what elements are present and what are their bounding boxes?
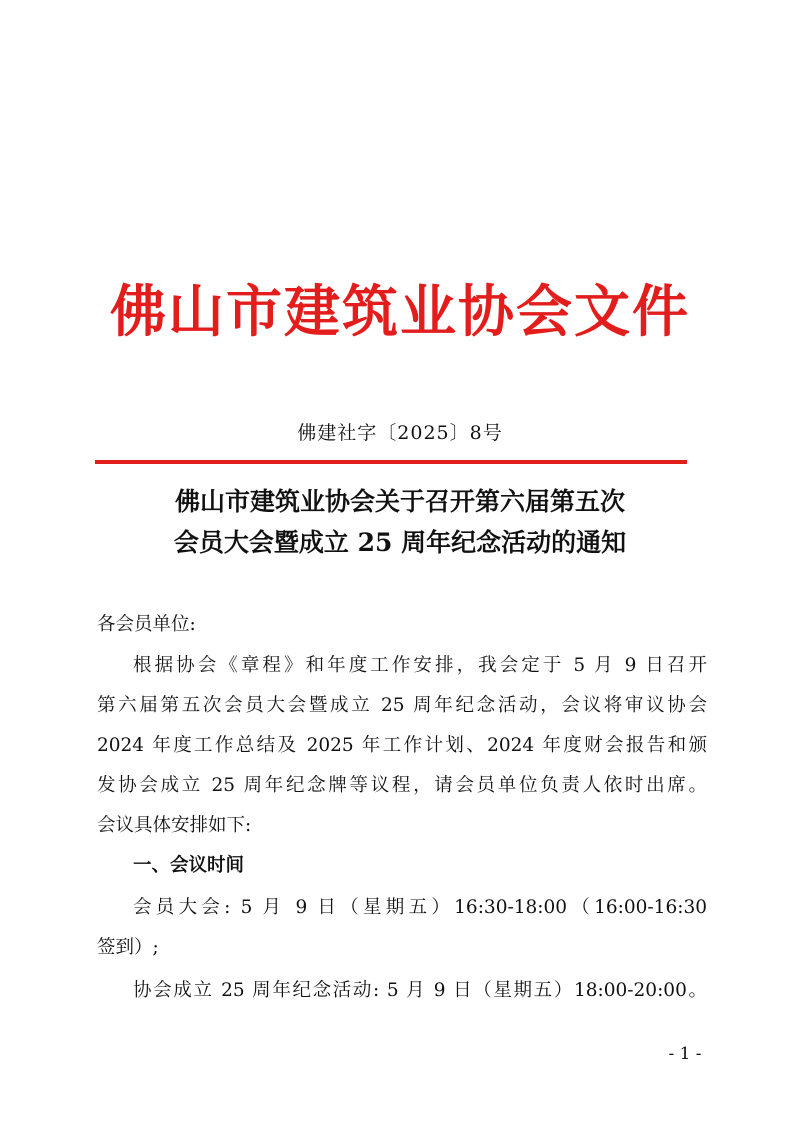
notice-title-line-1: 佛山市建筑业协会关于召开第六届第五次 [174,487,625,516]
paragraph-1-line-1: 根据协会《章程》和年度工作安排，我会定于 5 月 9 日召开 [133,655,707,676]
paragraph-1-line-3: 2024 年度工作总结及 2025 年工作计划、2024 年度财会报告和颁 [97,735,707,756]
section-1-line-2: 签到）; [97,937,159,958]
section-1-line-3: 协会成立 25 周年纪念活动: 5 月 9 日（星期五）18:00-20:00。 [133,980,707,1001]
paragraph-1-line-2: 第六届第五次会员大会暨成立 25 周年纪念活动，会议将审议协会 [97,695,707,716]
page-number: - 1 - [668,1044,702,1064]
paragraph-1-line-5: 会议具体安排如下: [97,815,252,836]
document-number: 佛建社字〔2025〕8号 [297,422,503,444]
red-divider-line [95,460,687,464]
paragraph-1-line-4: 发协会成立 25 周年纪念牌等议程，请会员单位负责人依时出席。 [97,775,707,796]
section-1-line-1: 会员大会: 5 月 9 日（星期五）16:30-18:00（16:00-16:30 [133,897,707,918]
section-1-heading: 一、会议时间 [133,855,245,876]
notice-title-line-2: 会员大会暨成立 25 周年纪念活动的通知 [173,528,627,557]
salutation: 各会员单位: [97,614,196,635]
org-header-title: 佛山市建筑业协会文件 [110,279,690,345]
